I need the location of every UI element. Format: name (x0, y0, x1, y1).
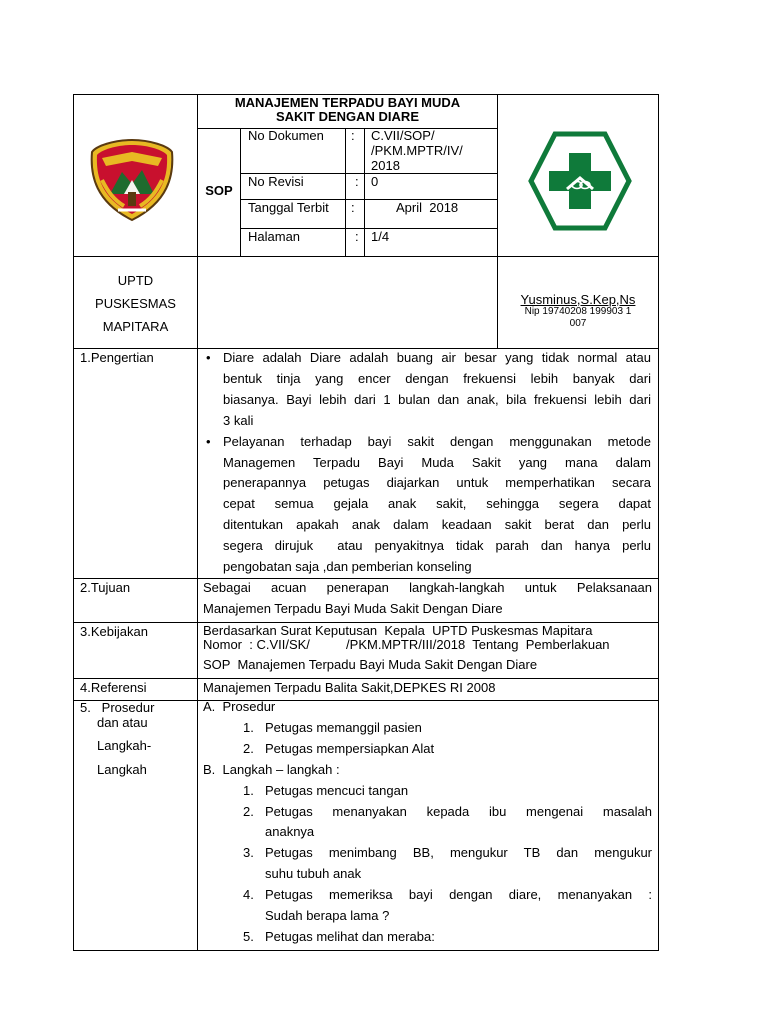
text-line: 3 kali (223, 412, 254, 428)
no-revisi-label: No Revisi (248, 174, 304, 189)
signature-name: Yusminus,S.Kep,Ns (520, 292, 636, 307)
section-label-line: Langkah- (97, 738, 152, 753)
item-number: 4. (243, 887, 254, 903)
organization-name-line: UPTD (117, 273, 154, 288)
tanggal-terbit-value: April 2018 (396, 200, 459, 215)
referensi-content: Manajemen Terpadu Balita Sakit,DEPKES RI 2008 (203, 680, 496, 695)
text-line: Petugas mencuci tangan (265, 782, 409, 798)
no-dokumen-value-line: C.VII/SOP/ (371, 128, 435, 143)
colon: : (351, 128, 355, 143)
item-number: 2. (243, 803, 254, 819)
text-line: Sebagai acuan penerapan langkah-langkah untuk Pelaksanaan (203, 580, 652, 595)
colon: : (355, 174, 359, 189)
text-line: Petugas menimbang BB, mengukur TB dan mengukur (265, 845, 652, 861)
text-line: bentuk tinja yang encer dengan frekuensi lebih banyak dari (223, 370, 651, 386)
subsection-heading: B. Langkah – langkah : (203, 761, 340, 777)
text-line: suhu tubuh anak (265, 866, 362, 882)
no-dokumen-value (371, 128, 463, 173)
section-label-line: dan atau (97, 715, 148, 730)
text-line: Sudah berapa lama ? (265, 908, 390, 924)
text-line: Petugas memeriksa bayi dengan diare, menanyakan : (265, 887, 652, 903)
text-line: Petugas melihat dan meraba: (265, 928, 435, 944)
subsection-heading: A. Prosedur (203, 699, 276, 714)
signature-nip (498, 306, 658, 330)
pengertian-content (202, 348, 651, 578)
numbered-item (243, 781, 652, 802)
no-dokumen-value-line: 2018 (371, 158, 400, 173)
bullet-item (202, 348, 651, 432)
numbered-item (243, 802, 652, 844)
organization-name-line: MAPITARA (102, 319, 169, 334)
signature-nip-line: 007 (569, 318, 587, 329)
numbered-item (243, 885, 652, 927)
item-number: 1. (243, 782, 254, 798)
halaman-label: Halaman (248, 229, 301, 244)
regional-emblem (88, 136, 176, 224)
organization-name-line: PUSKESMAS (95, 296, 176, 311)
item-number: 2. (243, 740, 254, 756)
prosedur-content (203, 697, 652, 948)
document-title-line: SAKIT DENGAN DIARE (275, 109, 419, 124)
section-label-tujuan: 2.Tujuan (80, 580, 131, 595)
text-line: • Pelayanan terhadap bayi sakit dengan menggunakan metode (223, 433, 651, 449)
text-line: Manajemen Terpadu Bayi Muda Sakit Dengan Diare (203, 600, 503, 616)
item-number: 5. (243, 928, 254, 944)
text-line: biasanya. Bayi lebih dari 1 bulan dan anak, bila frekuensi lebih dari (223, 391, 651, 407)
grid-line (73, 256, 658, 257)
section-label-line: 5. Prosedur (80, 700, 155, 715)
grid-line (240, 128, 241, 257)
item-number: 3. (243, 845, 254, 861)
text-line: Petugas memanggil pasien (265, 719, 422, 735)
organization-name (74, 269, 197, 338)
tujuan-content (203, 578, 652, 620)
text-line: ditentukan apakah anak dalam keadaan sakit berat dan perlu (223, 517, 651, 533)
numbered-item (243, 718, 652, 739)
section-label-referensi: 4.Referensi (80, 680, 147, 695)
text-line: pengobatan saja ,dan pemberian konseling (223, 559, 472, 575)
kebijakan-content (203, 624, 652, 678)
section-label-line: Langkah (97, 762, 147, 777)
numbered-item (243, 843, 652, 885)
section-label-kebijakan: 3.Kebijakan (80, 624, 148, 639)
text-line: Managemen Terpadu Bayi Muda Sakit yang mana dalam (223, 454, 651, 470)
bullet-item (202, 432, 651, 578)
document-title-line: MANAJEMEN TERPADU BAYI MUDA (234, 95, 461, 110)
text-line: • Diare adalah Diare adalah buang air besar yang tidak normal atau (223, 350, 651, 365)
grid-line (345, 128, 346, 257)
grid-line (197, 128, 241, 129)
grid-line (197, 94, 198, 950)
text-line: segera dirujuk atau penyakitnya tidak parah dan hanya perlu (223, 538, 651, 554)
colon: : (351, 200, 355, 215)
text-line: cepat semua gejala anak sakit, sehingga segera dapat (223, 496, 651, 512)
numbered-item (243, 739, 652, 760)
halaman-value: 1/4 (371, 229, 390, 244)
puskesmas-logo (527, 131, 633, 231)
text-line: SOP Manajemen Terpadu Bayi Muda Sakit Dengan Diare (203, 657, 538, 672)
grid-line (73, 678, 658, 679)
section-label-pengertian: 1.Pengertian (80, 350, 154, 365)
document-title (198, 96, 497, 124)
signature-nip-line: Nip 19740208 199903 1 (524, 306, 632, 317)
section-label-prosedur (80, 700, 154, 782)
tanggal-terbit-label: Tanggal Terbit (248, 200, 329, 215)
text-line: Petugas mempersiapkan Alat (265, 740, 435, 756)
text-line: Nomor : C.VII/SK/ /PKM.MPTR/III/2018 Tentang Pemberlakuan (203, 637, 610, 652)
text-line: Petugas menanyakan kepada ibu mengenai masalah (265, 803, 652, 819)
no-dokumen-value-line: /PKM.MPTR/IV/ (371, 143, 463, 158)
no-dokumen-label: No Dokumen (248, 128, 324, 143)
text-line: Berdasarkan Surat Keputusan Kepala UPTD Puskesmas Mapitara (203, 623, 593, 638)
colon: : (355, 229, 359, 244)
item-number: 1. (243, 719, 254, 735)
numbered-item (243, 927, 652, 948)
text-line: anaknya (265, 824, 315, 840)
text-line: penerapannya petugas diajarkan untuk memperhatikan secara (223, 475, 651, 491)
grid-line (364, 128, 365, 257)
no-revisi-value: 0 (371, 174, 379, 189)
sop-label: SOP (205, 183, 233, 198)
